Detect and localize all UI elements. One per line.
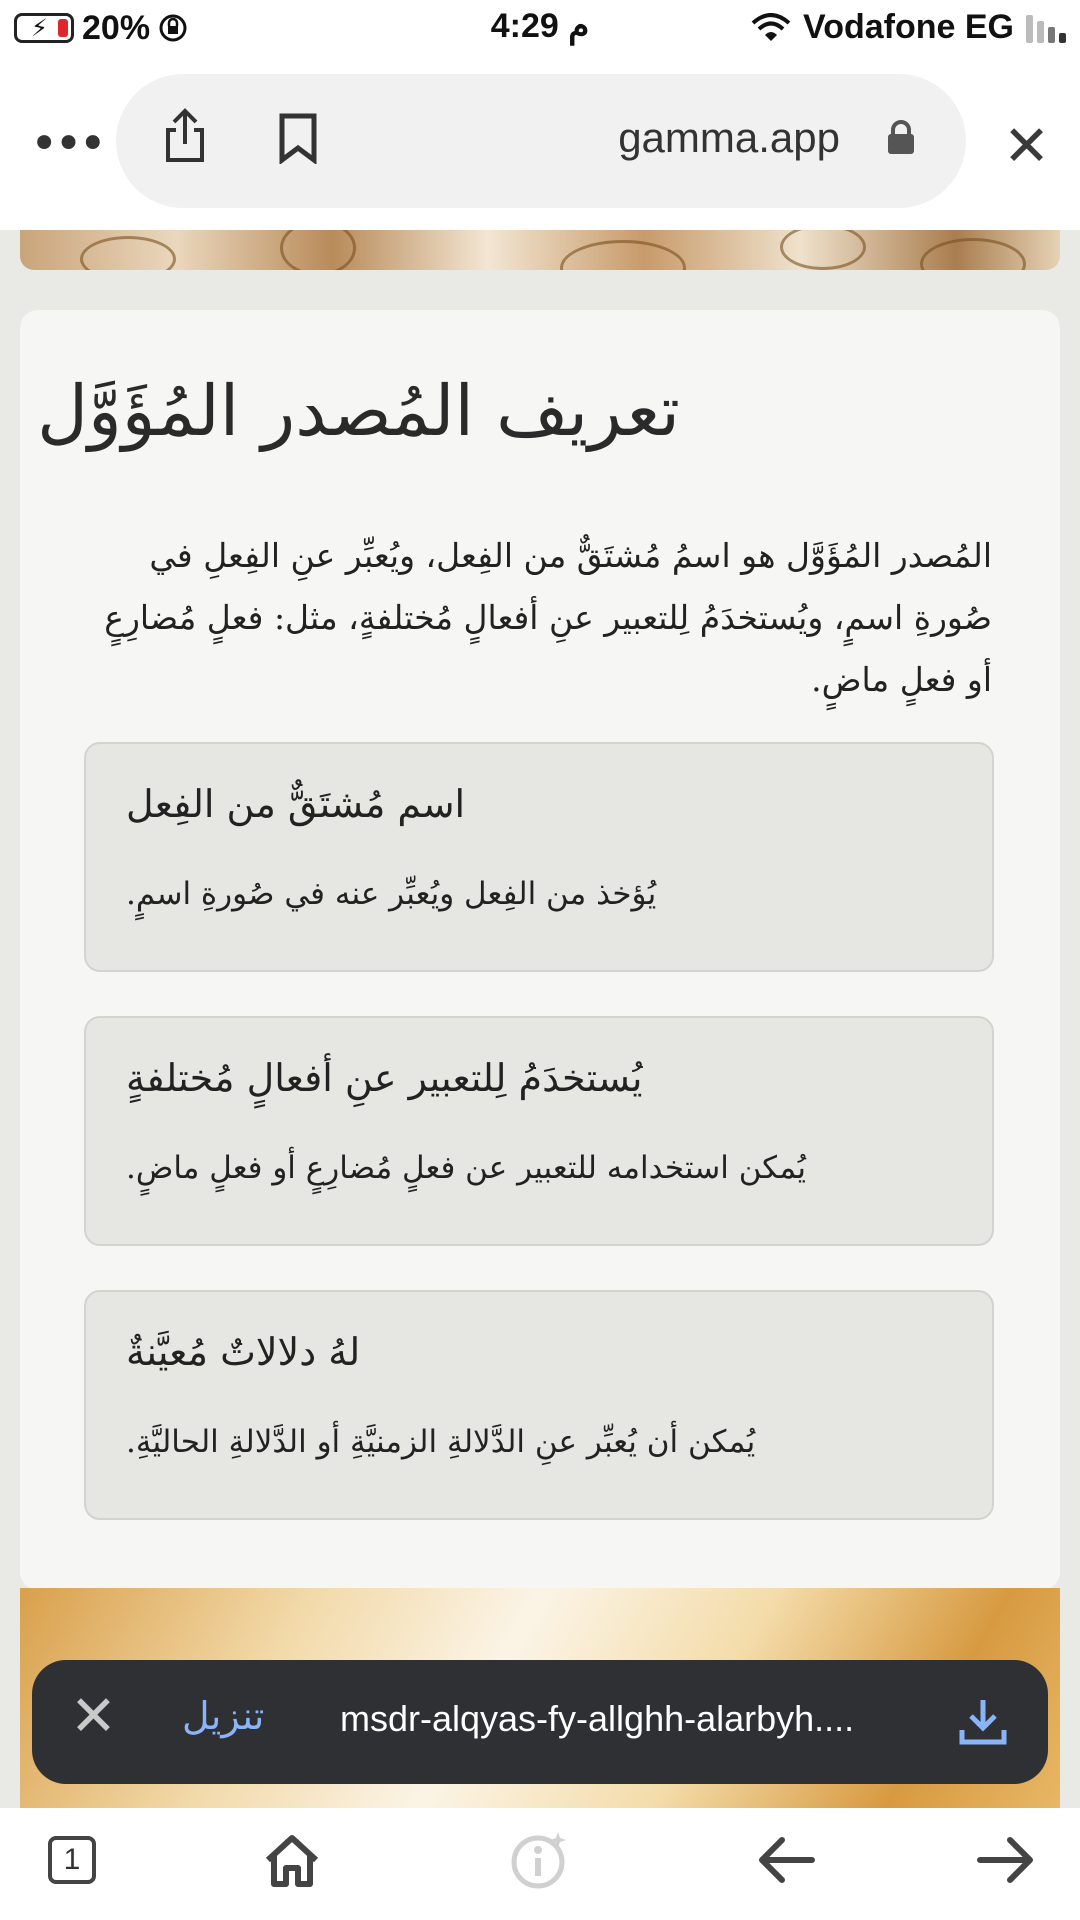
status-right bbox=[751, 8, 1066, 47]
info-box-desc: يُمكن أن يُعبِّر عنِ الدَّلالةِ الزمنيَّةِ أو الدَّلالةِ الحاليَّةِ. bbox=[126, 1424, 756, 1460]
close-icon[interactable]: ✕ bbox=[1003, 114, 1050, 179]
bookmark-icon[interactable] bbox=[278, 112, 318, 164]
bottom-toolbar bbox=[0, 1808, 1080, 1920]
share-icon[interactable] bbox=[162, 108, 208, 164]
card-title: تعريف المُصدر المُؤَوَّل bbox=[37, 370, 680, 452]
close-icon[interactable]: ✕ bbox=[70, 1684, 117, 1749]
content-card bbox=[20, 310, 1060, 1590]
info-box-title: يُستخدَمُ لِلتعبير عنِ أفعالٍ مُختلفةٍ bbox=[126, 1056, 643, 1100]
signal-icon bbox=[1026, 13, 1066, 43]
battery-icon: ⚡ bbox=[14, 13, 74, 43]
info-icon[interactable] bbox=[508, 1828, 572, 1892]
header-image bbox=[20, 230, 1060, 270]
info-box-desc: يُؤخذ من الفِعل ويُعبِّر عنه في صُورةِ اسمٍ. bbox=[126, 876, 657, 912]
status-time: 4:29 م bbox=[490, 7, 590, 45]
home-icon[interactable] bbox=[262, 1830, 322, 1890]
url-domain: gamma.app bbox=[618, 114, 840, 161]
download-icon[interactable] bbox=[956, 1694, 1010, 1748]
lock-icon bbox=[886, 120, 916, 156]
info-box bbox=[84, 742, 994, 972]
card-paragraph: المُصدر المُؤَوَّل هو اسمُ مُشتَقٌّ من الفِعل، ويُعبِّر عنِ الفِعلِ في صُورةِ اسمٍ، ويُستخدَمُ لِلتعبير عنِ أفعالٍ مُختلفةٍ، مثل: فعلٍ مُضارِعٍ أو فعلٍ ماضٍ. bbox=[104, 536, 992, 699]
download-action-button[interactable]: تنزيل bbox=[182, 1694, 265, 1738]
more-icon[interactable]: ••• bbox=[30, 116, 103, 172]
info-box bbox=[84, 1016, 994, 1246]
battery-percent: 20% bbox=[82, 8, 151, 47]
info-box-title: لهُ دلالاتٌ مُعيَّنةٌ bbox=[126, 1330, 361, 1374]
carrier-name: Vodafone EG bbox=[803, 8, 1014, 46]
download-filename: msdr-alqyas-fy-allghh-alarbyh.... bbox=[340, 1698, 855, 1739]
wifi-icon bbox=[751, 13, 791, 43]
info-box bbox=[84, 1290, 994, 1520]
status-bar bbox=[0, 0, 1080, 56]
forward-arrow-icon[interactable] bbox=[976, 1834, 1036, 1886]
address-bar[interactable] bbox=[116, 74, 966, 208]
info-box-title: اسم مُشتَقٌّ من الفِعل bbox=[126, 782, 466, 826]
download-snackbar bbox=[32, 1660, 1048, 1784]
browser-toolbar bbox=[0, 56, 1080, 230]
tabs-button[interactable]: 1 bbox=[48, 1836, 96, 1884]
back-arrow-icon[interactable] bbox=[756, 1834, 816, 1886]
info-box-desc: يُمكن استخدامه للتعبير عن فعلٍ مُضارِعٍ أو فعلٍ ماضٍ. bbox=[126, 1150, 806, 1186]
